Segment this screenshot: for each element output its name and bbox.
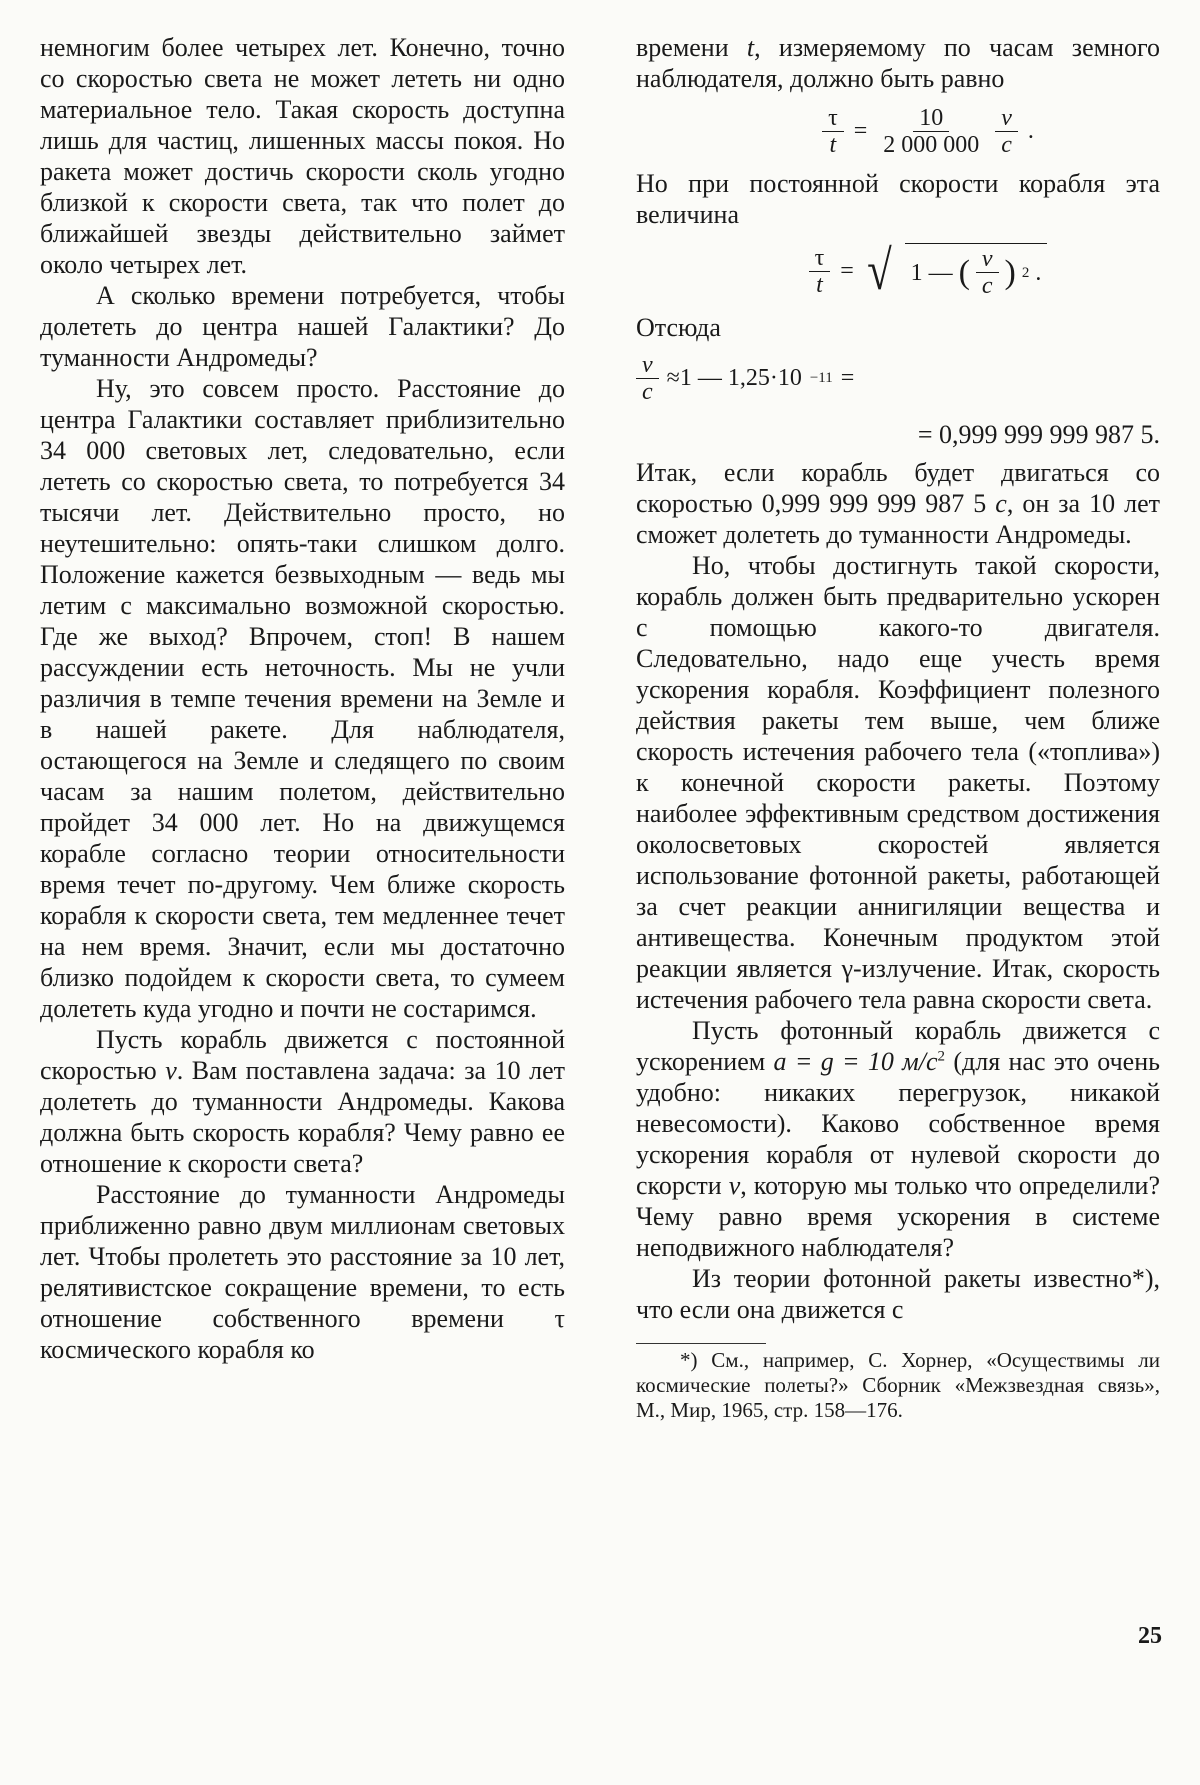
numerator: v (976, 246, 999, 273)
numerator: v (995, 105, 1018, 132)
paragraph: Отсюда (636, 313, 721, 342)
paragraph: немногим более четырех лет. Конечно, точно со скоростью света не может лететь ни одно материальное тело. Такая скорость доступна лишь для частиц, лишенных массы покоя. Но ракета может достичь скорости сколь угодно близкой к скорости света, так что полет до ближайшей звезды действительно займет около четырех лет. (40, 33, 565, 279)
paren: ) (1004, 253, 1016, 291)
formula-result: = 0,999 999 999 987 5. (917, 420, 1160, 449)
paragraph (40, 1179, 565, 1365)
denominator: c (1001, 131, 1012, 158)
fraction (877, 105, 985, 158)
paragraph: Но при постоянной скорости корабля эта величина (636, 169, 1160, 229)
math-var: v (728, 1171, 741, 1200)
denominator: c (981, 273, 993, 299)
paragraph: А сколько времени потребуется, чтобы долететь до центра нашей Галактики? До туманности Андромеды? (40, 281, 565, 372)
sqrt-icon: √ (866, 240, 892, 302)
math-expression: a = g = 10 м/с (773, 1047, 938, 1076)
formula-velocity: $\frac{v}{c}$ ≈1 — 1,25·10 −11 = (636, 349, 1160, 407)
page-number: 25 (1138, 1623, 1162, 1649)
text: времени (636, 33, 747, 62)
text: , которую мы только что определили? Чему равно время ускорения в системе неподвижного наблюдателя? (636, 1171, 1160, 1262)
paragraph: Ну, это совсем просто. Расстояние до центра Галактики составляет приблизительно 34 000 световых лет, следовательно, если лететь со скоростью света, то потребуется 34 тысячи лет. Действительно просто, но неутешительно: опять-таки слишком долго. Положение кажется безвыходным — ведь мы летим с максимально возможной скоростью. Где же выход? Впрочем, стоп! В нашем рассуждении есть неточность. Мы не учли различия в темпе течения времени на Земле и в нашей ракете. Для наблюдателя, остающегося на Земле и следящего по своим часам за нашим полетом, действительно пройдет 34 000 лет. Но на движущемся корабле согласно теории относительности время течет по-другому. Чем ближе скорость корабля к скорости света, тем медленнее течет на нем время. Значит, если мы достаточно близко подойдем к скорости света, то сумеем долететь куда угодно и почти не состаримся. (40, 374, 565, 1023)
expression: ≈1 — 1,25·10 (666, 365, 802, 391)
text: Расстояние до туманности Андромеды приближенно равно двум миллионам световых лет. Чтобы пролететь это расстояние за 10 лет, релятивистское сокращение времени, то есть отношение собственного времени (40, 1180, 565, 1333)
footnote (636, 1348, 1160, 1423)
numerator: τ (809, 245, 831, 272)
text: , измеряемому по часам земного наблюдателя, должно быть равно (636, 33, 1160, 93)
paren: ( (958, 253, 970, 291)
paragraph (40, 1024, 565, 1179)
paragraph (636, 1015, 1160, 1263)
math-var: τ (554, 1304, 565, 1333)
text: , он за 10 лет сможет долететь до туманности Андромеды. (636, 489, 1160, 549)
footnote-text: *) См., например, С. Хорнер, «Осуществимы ли космические полеты?» Сборник «Межзвездная связь», М., Мир, 1965, стр. 158—176. (636, 1348, 1160, 1422)
paragraph (636, 32, 1160, 94)
text: . Вам поставлена задача: за 10 лет долететь до туманности Андромеды. Какова должна быть скорость корабля? Чему равно ее отношение к скорости света? (40, 1056, 565, 1178)
fraction (822, 105, 844, 158)
denominator: t (816, 271, 823, 298)
radicand: 1 — ( $\frac{v}{c}$ ) 2 . (905, 243, 1048, 299)
equals-sign: = (840, 258, 854, 284)
fraction (976, 246, 999, 299)
denominator: t (829, 131, 837, 158)
text: Пусть корабль движется с постоянной скоростью (40, 1025, 565, 1085)
denominator: 2 000 000 (883, 131, 980, 158)
paragraph: Из теории фотонной ракеты известно*), что если она движется с (636, 1264, 1160, 1324)
term: 1 — (910, 259, 953, 286)
right-column (636, 32, 1160, 1423)
text: (для нас это очень удобно: никаких перегрузок, никакой невесомости). Каково собственное время ускорения корабля от нулевой скорости до скорсти (636, 1047, 1160, 1200)
math-var: с (995, 489, 1007, 518)
numerator: v (636, 352, 659, 379)
equals-sign: = (853, 118, 868, 144)
paragraph (636, 457, 1160, 550)
text: Итак, если корабль будет двигаться со скоростью 0,999 999 999 987 5 (636, 458, 1160, 518)
numerator: τ (822, 105, 844, 132)
numerator: 10 (913, 105, 949, 132)
math-var: t (746, 33, 755, 62)
equals-sign: = (840, 365, 855, 391)
left-column (40, 32, 565, 1365)
text: Пусть фотонный корабль движется с ускорением (636, 1016, 1160, 1076)
exponent: 2 (937, 1048, 946, 1065)
period: . (1027, 118, 1034, 144)
text: космического корабля ко (40, 1335, 315, 1364)
formula-lorentz (636, 236, 1160, 306)
math-var: v (165, 1056, 177, 1085)
fraction (995, 105, 1018, 158)
paragraph: Но, чтобы достигнуть такой скорости, корабль должен быть предварительно ускорен с помощью какого-то двигателя. Следовательно, надо еще учесть время ускорения корабля. Коэффициент полезного действия ракеты тем выше, чем ближе скорость истечения рабочего тела («топлива») к конечной скорости ракеты. Поэтому наиболее эффективным средством достижения околосветовых скоростей является использование фотонной ракеты, работающей за счет реакции аннигиляции вещества и антивещества. Конечным продуктом этой реакции является γ-излучение. Итак, скорость истечения рабочего тела равна скорости света. (636, 551, 1160, 1014)
fraction (809, 245, 831, 298)
period: . (1035, 259, 1042, 286)
fraction (636, 352, 659, 405)
formula-time-ratio (636, 100, 1160, 162)
denominator: c (642, 378, 653, 405)
